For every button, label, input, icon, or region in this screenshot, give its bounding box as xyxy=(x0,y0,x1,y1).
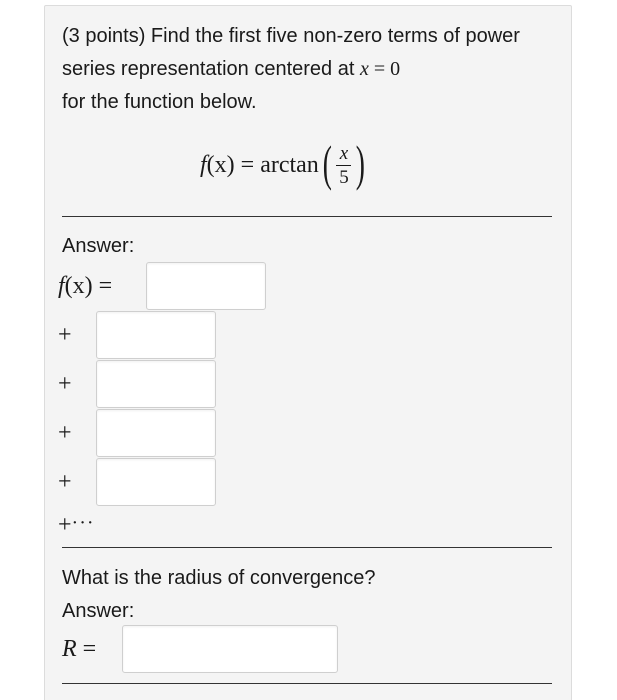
plus-sign-3: + xyxy=(58,420,72,446)
plus-sign-2: + xyxy=(58,371,72,397)
fx-arg: (x) xyxy=(64,273,93,299)
divider-2 xyxy=(62,547,552,548)
radius-question: What is the radius of convergence? xyxy=(62,567,376,589)
formula-arg: (x) xyxy=(206,151,235,178)
formula-equals-arctan: = arctan xyxy=(234,151,319,178)
function-formula xyxy=(200,135,369,195)
radius-input[interactable] xyxy=(122,625,338,673)
fx-f: f xyxy=(58,273,65,299)
plus-sign-4: + xyxy=(58,469,72,495)
term-3-input[interactable] xyxy=(96,360,216,408)
formula-left-paren: ( xyxy=(322,135,332,191)
term-2-input[interactable] xyxy=(96,311,216,359)
ellipsis: ··· xyxy=(71,512,95,534)
r-variable: R xyxy=(62,636,77,662)
trailing-series xyxy=(58,513,95,538)
question-suffix: for the function below. xyxy=(62,91,257,113)
fx-equals: = xyxy=(92,273,113,299)
formula-fraction xyxy=(336,143,351,188)
fraction-denominator: 5 xyxy=(339,166,349,188)
center-variable: x xyxy=(359,58,369,80)
radius-answer-label: Answer: xyxy=(62,600,135,622)
question-prefix: (3 points) Find the first five non-zero terms of power series representation centered at xyxy=(62,25,520,80)
plus-sign-1: + xyxy=(58,322,72,348)
center-value: = 0 xyxy=(368,58,401,80)
divider-3 xyxy=(62,683,552,684)
plus-sign-5: + xyxy=(58,512,72,538)
term-1-input[interactable] xyxy=(146,262,266,310)
fx-label xyxy=(58,271,112,301)
r-label xyxy=(62,634,96,664)
term-5-input[interactable] xyxy=(96,458,216,506)
fraction-numerator: x xyxy=(339,142,349,164)
answer-label: Answer: xyxy=(62,235,135,257)
question-text xyxy=(62,20,552,119)
formula-right-paren: ) xyxy=(356,135,366,191)
fraction-bar xyxy=(336,165,351,166)
formula-f: f xyxy=(200,151,207,178)
divider-1 xyxy=(62,216,552,217)
term-4-input[interactable] xyxy=(96,409,216,457)
r-equals: = xyxy=(76,636,97,662)
